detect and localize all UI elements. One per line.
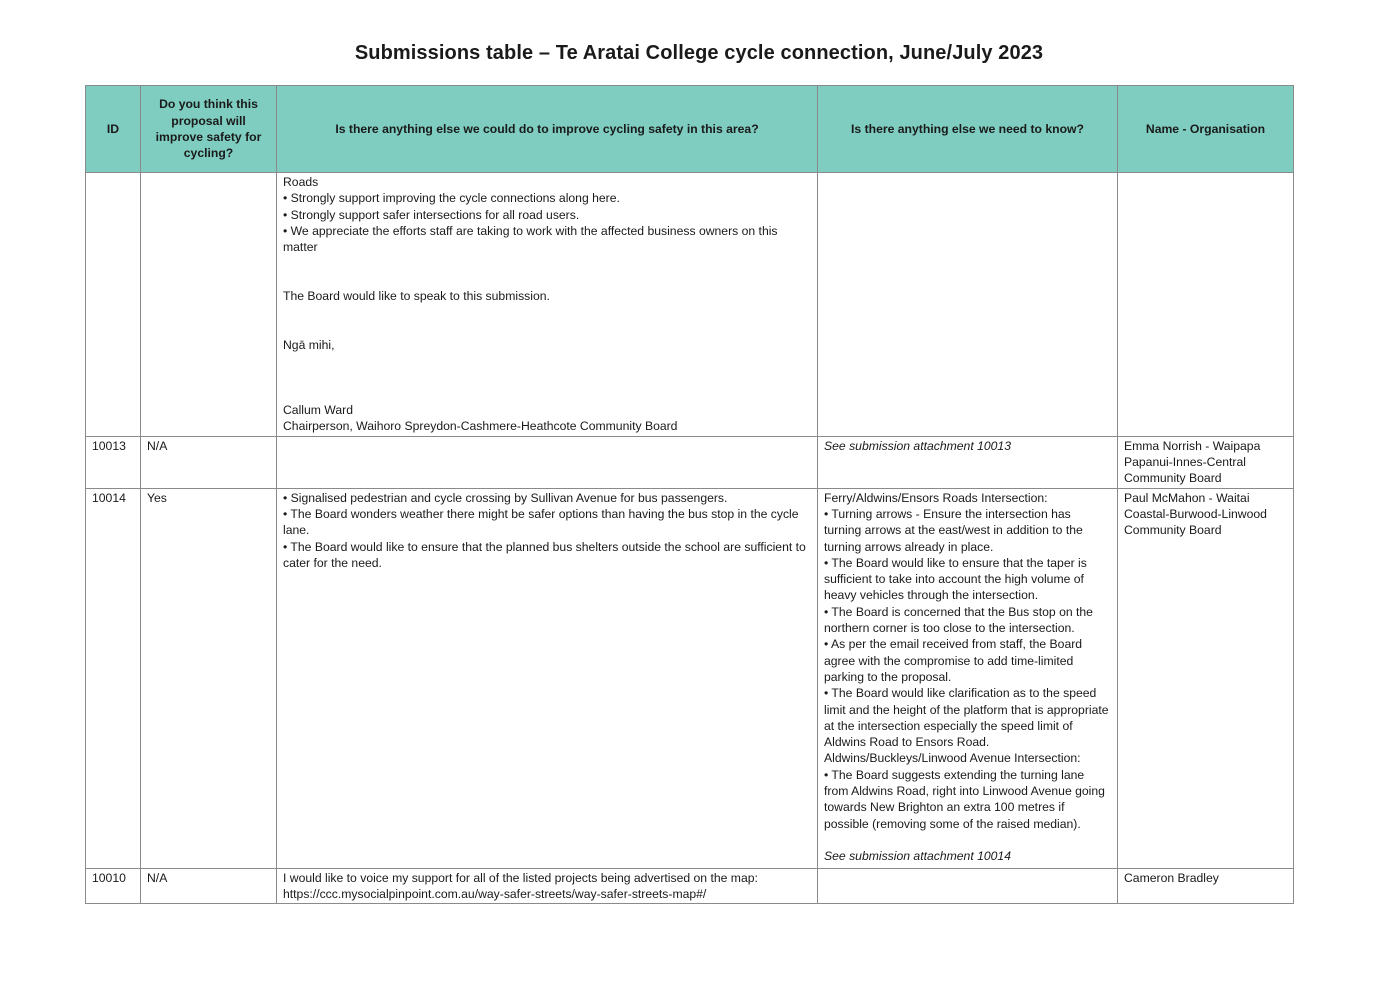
cell-safety: N/A xyxy=(141,436,277,488)
text-line: • We appreciate the efforts staff are taking to work with the affected business owners on this matter xyxy=(283,223,781,255)
table-row xyxy=(86,173,1294,437)
cell-know xyxy=(818,173,1118,437)
submissions-table xyxy=(85,85,1294,904)
cell-improve xyxy=(277,436,818,488)
text-line: Roads xyxy=(283,175,319,189)
cell-id: 10013 xyxy=(86,436,141,488)
table-row xyxy=(86,868,1294,904)
text-line: The Board would like to speak to this submission. xyxy=(283,289,550,304)
text-line: • The Board is concerned that the Bus stop on the northern corner is too close to the intersection. xyxy=(824,604,1097,636)
text-line: • The Board wonders weather there might be safer options than having the bus stop in the cycle lane. xyxy=(283,506,802,538)
cell-name-organisation xyxy=(1118,173,1294,437)
attachment-reference: See submission attachment 10014 xyxy=(824,849,1011,864)
map-link: https://ccc.mysocialpinpoint.com.au/way-safer-streets/way-safer-streets-map#/ xyxy=(283,886,707,901)
text-line: • The Board would like to ensure that the planned bus shelters outside the school are sufficient to cater for the need. xyxy=(283,539,810,570)
header-id: ID xyxy=(86,86,141,173)
text-line: I would like to voice my support for all of the listed projects being advertised on the map: xyxy=(283,870,758,885)
table-header-row xyxy=(86,86,1294,173)
text-line: Ferry/Aldwins/Ensors Roads Intersection: xyxy=(824,490,1048,505)
table-row xyxy=(86,436,1294,488)
cell-id: 10014 xyxy=(86,488,141,868)
cell-name-organisation: Paul McMahon - Waitai Coastal-Burwood-Linwood Community Board xyxy=(1118,488,1294,868)
text-line: • The Board suggests extending the turning lane from Aldwins Road, right into Linwood Avenue going towards New Brighton an extra 100 metres if possible (removing some of the raised median). xyxy=(824,767,1109,831)
text-line: Ngā mihi, xyxy=(283,337,335,352)
text-line: • Strongly support improving the cycle connections along here. xyxy=(283,191,620,206)
cell-safety xyxy=(141,173,277,437)
cell-improve xyxy=(277,868,818,904)
cell-improve xyxy=(277,488,818,868)
text-line: • Turning arrows - Ensure the intersection has turning arrows at the east/west in addition to the turning arrows already in place. xyxy=(824,506,1087,554)
cell-id xyxy=(86,173,141,437)
cell-safety: Yes xyxy=(141,488,277,868)
header-know: Is there anything else we need to know? xyxy=(818,86,1118,173)
text-line: • The Board would like clarification as to the speed limit and the height of the platform that is appropriate at the intersection especially the speed limit of Aldwins Road to Ensors Road. xyxy=(824,686,1112,750)
text-line: • As per the email received from staff, the Board agree with the compromise to add time-limited parking to the proposal. xyxy=(824,637,1086,684)
cell-know xyxy=(818,488,1118,868)
text-line: • Strongly support safer intersections for all road users. xyxy=(283,207,580,222)
cell-know: See submission attachment 10013 xyxy=(818,436,1118,488)
header-improve: Is there anything else we could do to improve cycling safety in this area? xyxy=(277,86,818,173)
text-line: • Signalised pedestrian and cycle crossing by Sullivan Avenue for bus passengers. xyxy=(283,490,728,505)
page-title: Submissions table – Te Aratai College cycle connection, June/July 2023 xyxy=(354,42,1044,64)
cell-name-organisation: Emma Norrish - Waipapa Papanui-Innes-Central Community Board xyxy=(1118,436,1294,488)
cell-name-organisation: Cameron Bradley xyxy=(1118,868,1294,904)
text-line: Aldwins/Buckleys/Linwood Avenue Intersection: xyxy=(824,751,1081,766)
header-safety: Do you think this proposal will improve safety for cycling? xyxy=(141,86,277,173)
signatory-title: Chairperson, Waihoro Spreydon-Cashmere-Heathcote Community Board xyxy=(283,419,678,434)
text-line: • The Board would like to ensure that the taper is sufficient to take into account the high volume of heavy vehicles through the intersection. xyxy=(824,555,1091,603)
signatory-name: Callum Ward xyxy=(283,403,353,418)
cell-safety: N/A xyxy=(141,868,277,904)
cell-id: 10010 xyxy=(86,868,141,904)
header-name-organisation: Name - Organisation xyxy=(1118,86,1294,173)
cell-improve xyxy=(277,173,818,437)
table-row xyxy=(86,488,1294,868)
cell-know xyxy=(818,868,1118,904)
